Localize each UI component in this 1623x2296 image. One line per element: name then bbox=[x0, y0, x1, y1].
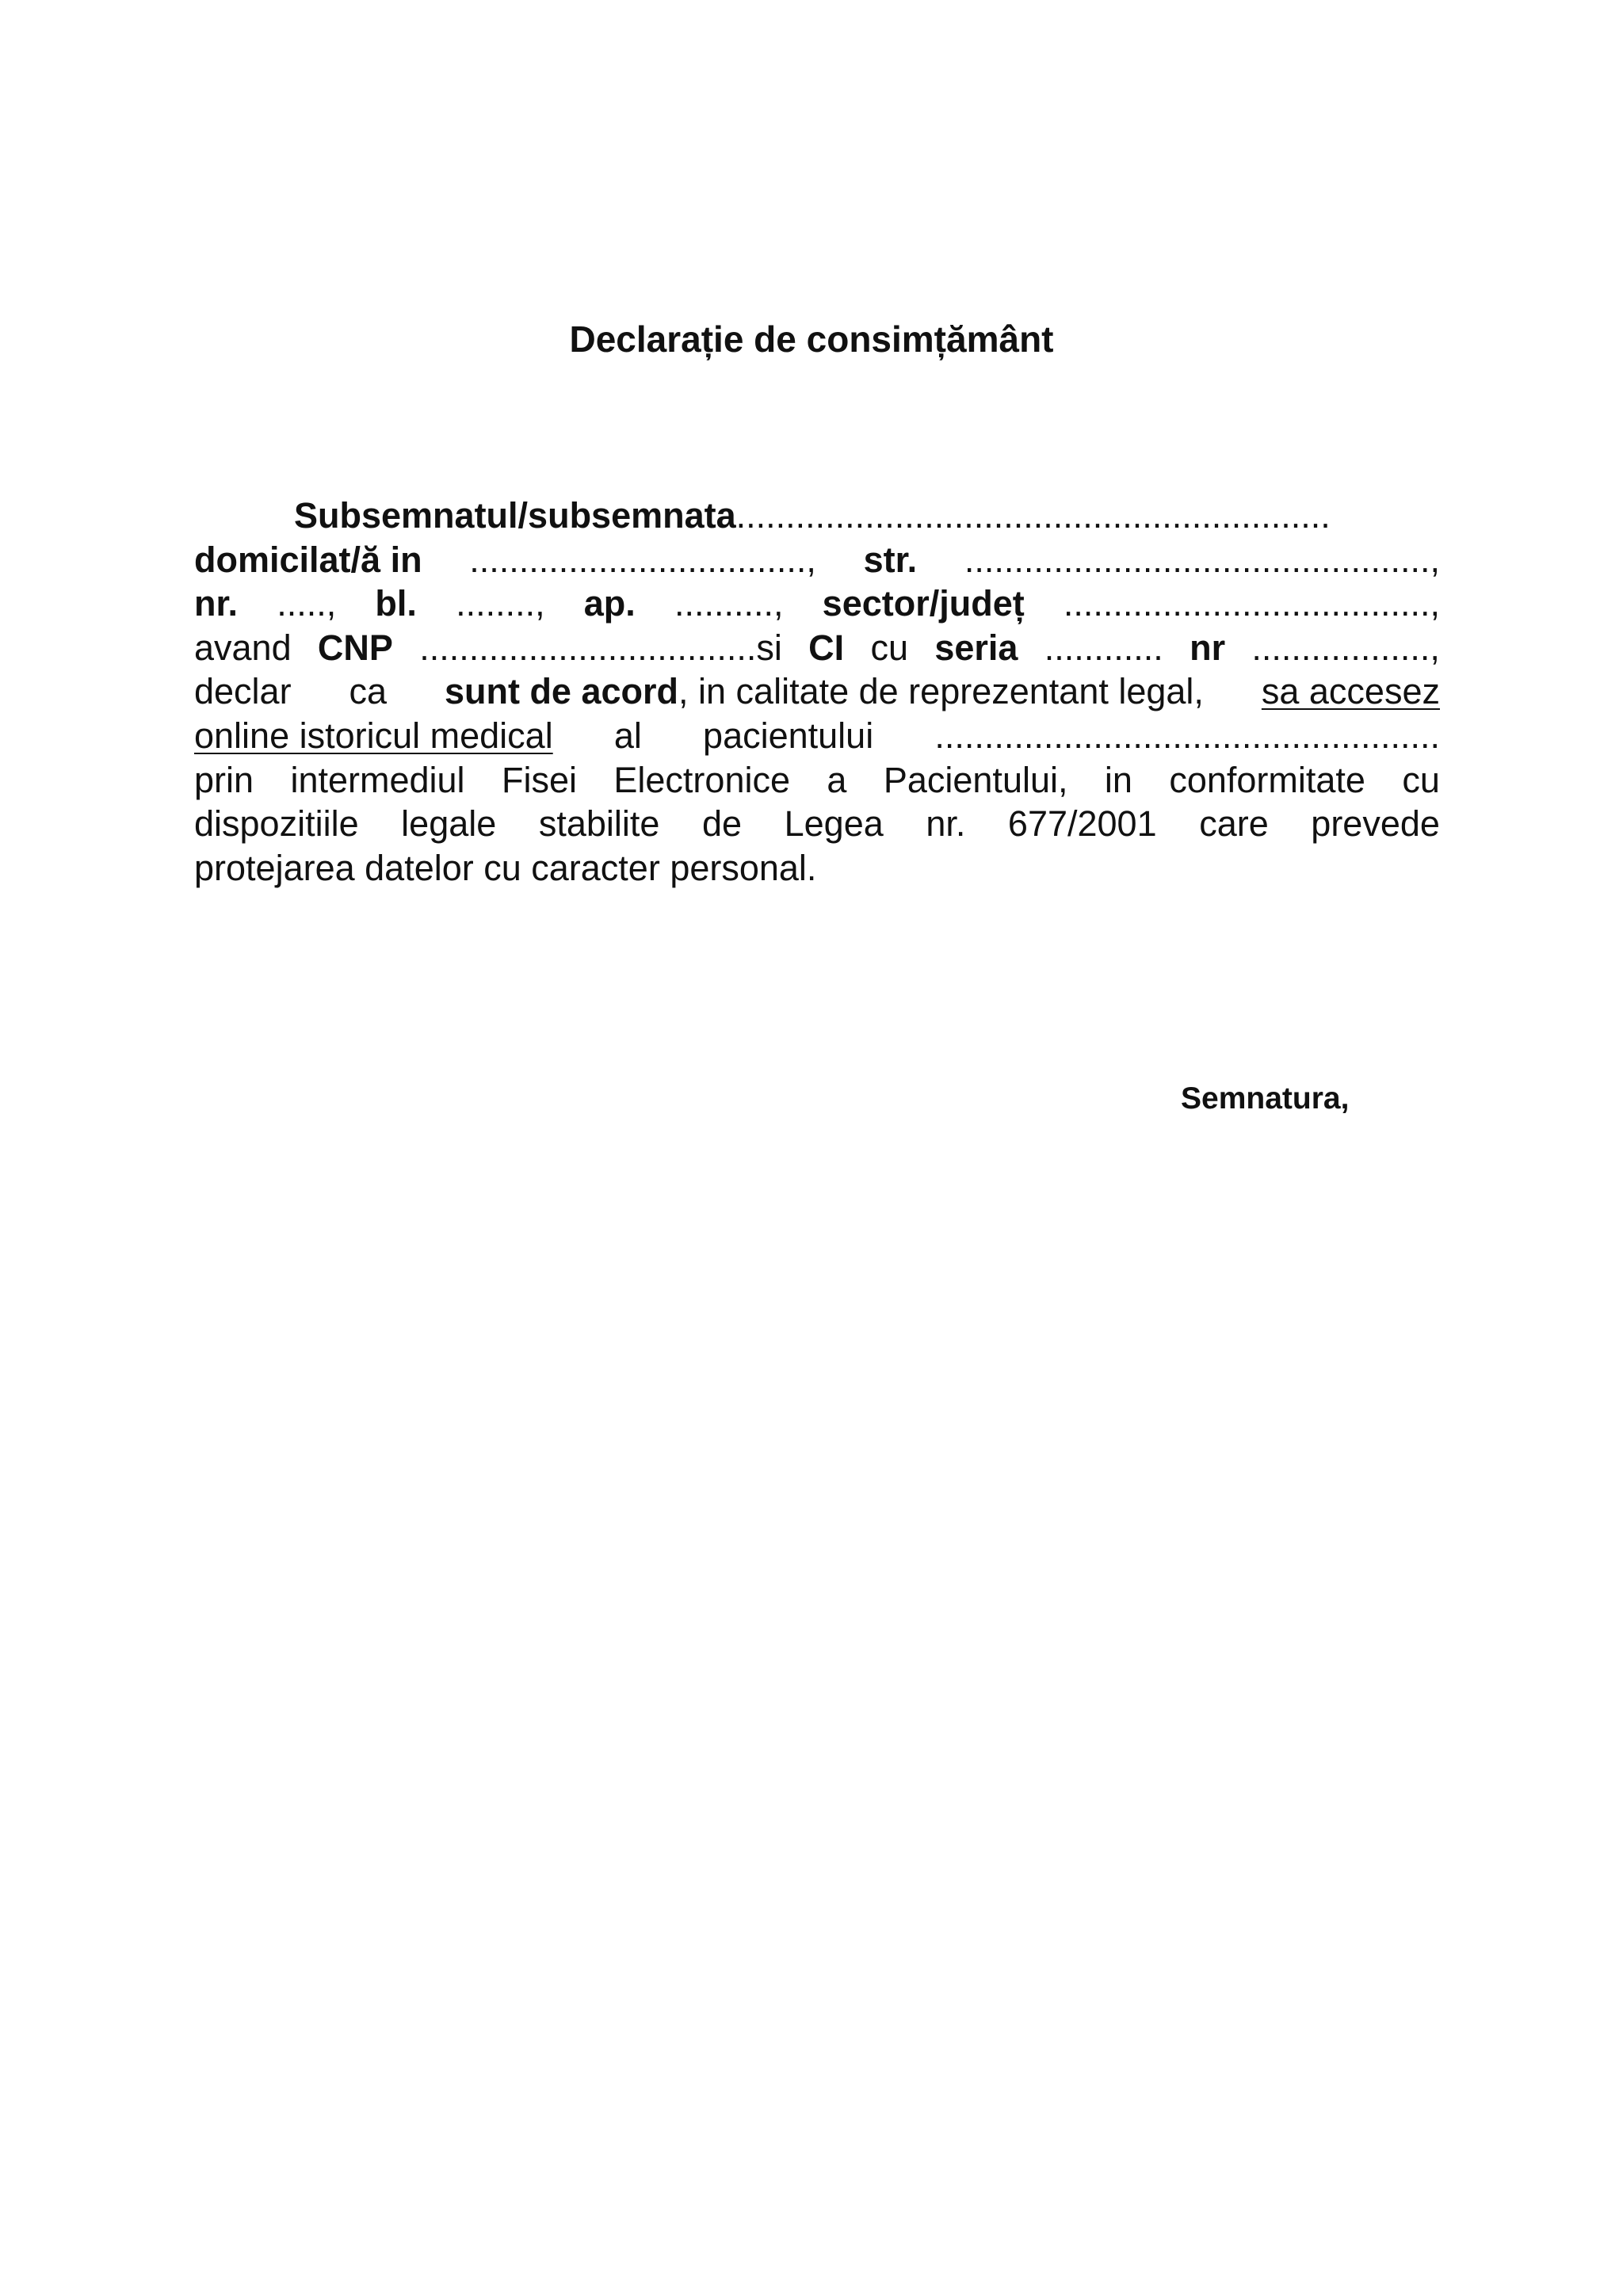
domicile-label: domicilat/ă in bbox=[194, 539, 422, 580]
word: nr. bbox=[926, 803, 966, 845]
domicile-blank: .................................., bbox=[469, 539, 816, 580]
word: Electronice bbox=[613, 759, 790, 800]
seria-label: seria bbox=[934, 627, 1018, 668]
subject-name-blank: ............................................................ bbox=[735, 495, 1331, 536]
id-number-label: nr bbox=[1190, 627, 1226, 668]
body-line-8 bbox=[194, 802, 1440, 846]
id-number-blank: .................., bbox=[1251, 627, 1440, 668]
seria-blank: ............ bbox=[1044, 627, 1163, 668]
body-line-7 bbox=[194, 758, 1440, 803]
word: in bbox=[1104, 759, 1132, 800]
block-blank: ........, bbox=[456, 583, 545, 624]
word: cu bbox=[1402, 759, 1440, 800]
word: prevede bbox=[1311, 803, 1440, 845]
signature-label: Semnatura, bbox=[1181, 1081, 1350, 1116]
sector-county-blank: ....................................., bbox=[1063, 583, 1440, 624]
word: care bbox=[1199, 803, 1269, 845]
legal-representative-phrase: , in calitate de reprezentant legal, bbox=[678, 671, 1204, 712]
cnp-blank: .................................. bbox=[419, 627, 757, 668]
word: Pacientului, bbox=[883, 759, 1068, 800]
access-phrase-part2: online istoricul medical bbox=[194, 715, 553, 756]
body-line-9: protejarea datelor cu caracter personal. bbox=[194, 847, 817, 888]
word: stabilite bbox=[538, 803, 660, 845]
block-label: bl. bbox=[375, 583, 417, 624]
si-word: si bbox=[756, 627, 782, 668]
street-label: str. bbox=[863, 539, 918, 580]
patient-name-blank: ................................................... bbox=[934, 715, 1440, 756]
ca-word: ca bbox=[349, 671, 388, 712]
address-details-line bbox=[194, 582, 1440, 626]
word: Fisei bbox=[501, 759, 577, 800]
document-title: Declarație de consimțământ bbox=[569, 318, 1054, 360]
apartment-label: ap. bbox=[583, 583, 636, 624]
word: prin bbox=[194, 759, 254, 800]
number-blank: ....., bbox=[277, 583, 337, 624]
identity-line bbox=[194, 626, 1440, 670]
word: de bbox=[701, 803, 743, 845]
word: a bbox=[827, 759, 847, 800]
word: legale bbox=[401, 803, 497, 845]
access-phrase-part1: sa accesez bbox=[1261, 671, 1440, 712]
apartment-blank: .........., bbox=[674, 583, 784, 624]
word: intermediul bbox=[290, 759, 465, 800]
declaration-line bbox=[194, 669, 1440, 714]
declar-word: declar bbox=[194, 671, 292, 712]
consent-paragraph bbox=[194, 494, 1440, 890]
sector-county-label: sector/județ bbox=[822, 583, 1025, 624]
number-label: nr. bbox=[194, 583, 239, 624]
cnp-label: CNP bbox=[317, 627, 393, 668]
word: conformitate bbox=[1169, 759, 1365, 800]
street-blank: ..............................................., bbox=[964, 539, 1440, 580]
agree-phrase: sunt de acord bbox=[444, 671, 679, 712]
word: 677/2001 bbox=[1007, 803, 1157, 845]
word: dispozitiile bbox=[194, 803, 359, 845]
medical-history-line bbox=[194, 714, 1440, 758]
pacientului-word: pacientului bbox=[703, 715, 874, 756]
ci-label: CI bbox=[808, 627, 845, 668]
cu-word: cu bbox=[870, 627, 908, 668]
avand-word: avand bbox=[194, 627, 292, 668]
subject-label: Subsemnatul/subsemnata bbox=[294, 495, 736, 536]
domicile-line bbox=[194, 538, 1440, 582]
al-word: al bbox=[613, 715, 642, 756]
subject-line bbox=[194, 494, 1440, 538]
word: Legea bbox=[784, 803, 884, 845]
